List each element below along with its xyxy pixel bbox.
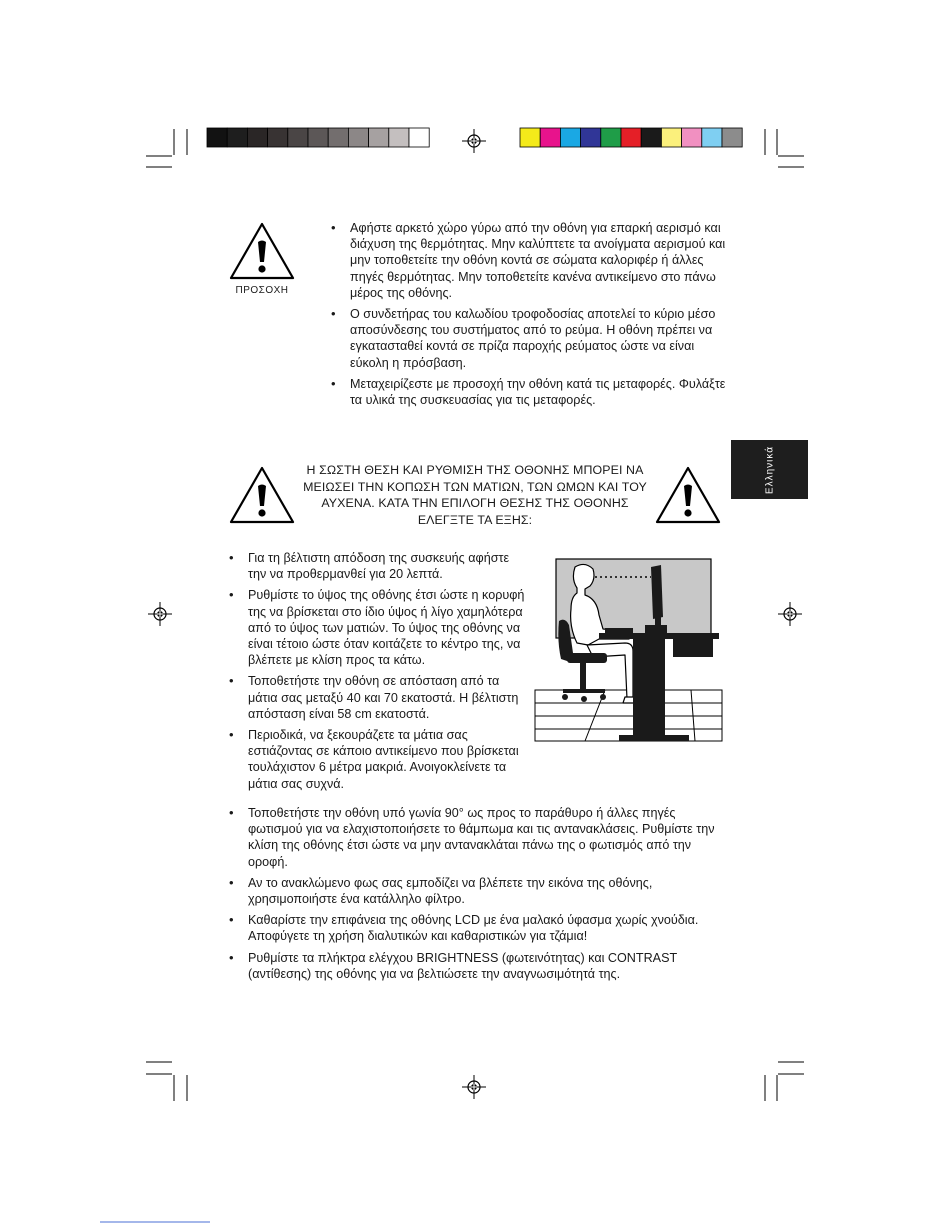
list-item: • Αφήστε αρκετό χώρο γύρω από την οθόνη για επαρκή αερισμό και διάχυση της θερμότητας. Μην καλύπτετε τα ανοίγματα αερισμού και μην τοποθετείτε την οθόνη κοντά σε σώματα καλοριφέρ ή άλλες πηγές θερμότητας. Μην τοποθετείτε κανένα αντικείμενο στο πάνω μέρος της οθόνης. (331, 220, 726, 301)
tips-list-narrow (229, 550, 529, 797)
registration-target-icon (148, 602, 172, 626)
color-swatch (540, 128, 560, 147)
caution-list (331, 220, 726, 413)
warning-right-icon (654, 465, 722, 525)
list-item: • Ρυθμίστε τα πλήκτρα ελέγχου BRIGHTNESS (φωτεινότητας) και CONTRAST (αντίθεσης) της οθόνης για να βελτιώσετε την αναγνωσιμότητά της. (229, 950, 729, 982)
list-item: • Τοποθετήστε την οθόνη σε απόσταση από τα μάτια σας μεταξύ 40 και 70 εκατοστά. Η βέλτιστη απόσταση είναι 58 cm εκατοστά. (229, 673, 529, 722)
registration-target-icon (778, 602, 802, 626)
list-item: • Περιοδικά, να ξεκουράζετε τα μάτια σας εστιάζοντας σε κάποιο αντικείμενο που βρίσκεται τουλάχιστον 6 μέτρα μακριά. Ανοιγοκλείνετε τα μάτια σας συχνά. (229, 727, 529, 792)
color-swatch (328, 128, 348, 147)
language-tab-label: Ελληνικά (764, 445, 775, 494)
color-swatch (288, 128, 308, 147)
color-swatch (581, 128, 601, 147)
gray-color-bar (207, 128, 429, 147)
tips-list-wide (229, 805, 729, 987)
color-swatch (702, 128, 722, 147)
color-swatch (308, 128, 328, 147)
caution-label: ΠΡΟΣΟΧΗ (235, 285, 289, 296)
registration-target-icon (462, 1075, 486, 1099)
list-item: • Μεταχειρίζεστε με προσοχή την οθόνη κατά τις μεταφορές. Φυλάξτε τα υλικά της συσκευασίας για τις μεταφορές. (331, 376, 726, 408)
color-swatch (409, 128, 429, 147)
list-item: • Αν το ανακλώμενο φως σας εμποδίζει να βλέπετε την εικόνα της οθόνης, χρησιμοποιήστε ένα κατάλληλο φίλτρο. (229, 875, 729, 907)
registration-target-icon (462, 129, 486, 153)
color-swatch (389, 128, 409, 147)
color-swatch (621, 128, 641, 147)
color-swatch (661, 128, 681, 147)
list-item: • Τοποθετήστε την οθόνη υπό γωνία 90° ως προς το παράθυρο ή άλλες πηγές φωτισμού για να ελαχιστοποιήσετε το θάμπωμα και τις αντανακλάσεις. Ρυθμίστε την κλίση της οθόνης έτσι ώστε να μην αντανακλάται πάνω της ο φωτισμός από την οροφή. (229, 805, 729, 870)
color-swatch (682, 128, 702, 147)
color-swatch (227, 128, 247, 147)
color-swatch (369, 128, 389, 147)
color-swatch (207, 128, 227, 147)
color-swatch (560, 128, 580, 147)
ergonomic-workstation-illustration (533, 557, 725, 743)
list-item: • Καθαρίστε την επιφάνεια της οθόνης LCD με ένα μαλακό ύφασμα χωρίς χνούδια. Αποφύγετε τη χρήση διαλυτικών και καθαριστικών για τζάμια! (229, 912, 729, 944)
color-swatch (348, 128, 368, 147)
caution-icon (228, 221, 296, 281)
color-swatch (247, 128, 267, 147)
warning-left-icon (228, 465, 296, 525)
process-color-bar (520, 128, 742, 147)
list-item: • Ο συνδετήρας του καλωδίου τροφοδοσίας αποτελεί το κύριο μέσο αποσύνδεσης του συστήματος από το ρεύμα. Η οθόνη πρέπει να εγκατασταθεί κοντά σε πρίζα παροχής ρεύματος ώστε να είναι εύκολη η πρόσβαση. (331, 306, 726, 371)
color-swatch (641, 128, 661, 147)
warning-heading: Η ΣΩΣΤΗ ΘΕΣΗ ΚΑΙ ΡΥΘΜΙΣΗ ΤΗΣ ΟΘΟΝΗΣ ΜΠΟΡΕΙ ΝΑ ΜΕΙΩΣΕΙ ΤΗΝ ΚΟΠΩΣΗ ΤΩΝ ΜΑΤΙΩΝ, ΤΩΝ ΩΜΩΝ ΚΑΙ ΤΟΥ ΑΥΧΕΝΑ. ΚΑΤΑ ΤΗΝ ΕΠΙΛΟΓΗ ΘΕΣΗΣ ΤΗΣ ΟΘΟΝΗΣ ΕΛΕΓΞΤΕ ΤΑ ΕΞΗΣ: (303, 463, 647, 527)
color-swatch (268, 128, 288, 147)
language-tab (731, 440, 808, 499)
color-swatch (722, 128, 742, 147)
color-swatch (601, 128, 621, 147)
list-item: • Για τη βέλτιστη απόδοση της συσκευής αφήστε την να προθερμανθεί για 20 λεπτά. (229, 550, 529, 582)
list-item: • Ρυθμίστε το ύψος της οθόνης έτσι ώστε η κορυφή της να βρίσκεται στο ίδιο ύψος ή λίγο χαμηλότερα από το ύψος των ματιών. Το ύψος της οθόνης να είναι τέτοιο ώστε όταν κοιτάζετε το κέντρο της, να βλέπετε με κλίση προς τα κάτω. (229, 587, 529, 668)
color-swatch (520, 128, 540, 147)
